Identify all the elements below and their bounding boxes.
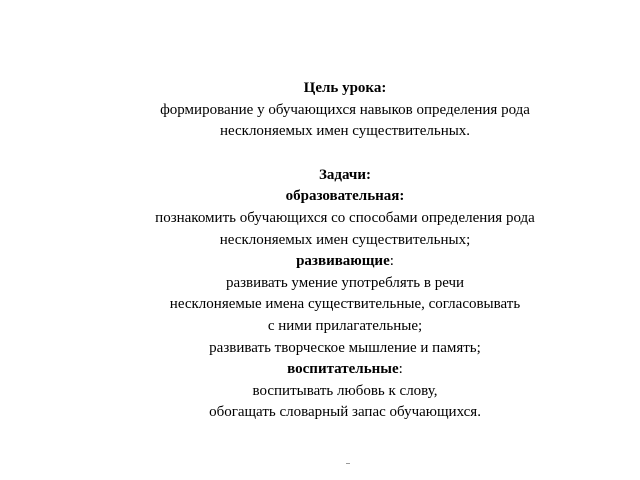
developmental-line-1: развивать умение употреблять в речи xyxy=(225,274,465,291)
upbringing-colon: : xyxy=(398,361,403,378)
goal-heading: Цель урока: xyxy=(303,80,387,96)
developmental-line-3: с ними прилагательные; xyxy=(267,317,423,334)
slide-text-block xyxy=(20,78,640,424)
educational-line-1: познакомить обучающихся со способами определения рода xyxy=(155,209,535,226)
upbringing-line-2: обогащать словарный запас обучающихся. xyxy=(209,404,481,421)
section-spacer xyxy=(20,143,640,165)
upbringing-line-1: воспитывать любовь к слову, xyxy=(252,382,438,399)
upbringing-heading-line xyxy=(20,359,640,381)
developmental-line-2: несклоняемые имена существительные, согласовывать xyxy=(169,296,521,313)
goal-line-2: несклоняемых имен существительных. xyxy=(219,123,471,140)
educational-heading: образовательная: xyxy=(285,188,405,205)
upbringing-heading: воспитательные xyxy=(287,361,399,378)
tasks-heading: Задачи: xyxy=(318,166,371,183)
footer-mark-divider xyxy=(346,463,350,464)
developmental-heading-line xyxy=(20,251,640,273)
educational-line-2: несклоняемых имен существительных; xyxy=(219,231,471,248)
goal-line-1: формирование у обучающихся навыков определения рода xyxy=(160,101,530,118)
developmental-colon: : xyxy=(389,253,394,270)
developmental-line-4: развивать творческое мышление и память; xyxy=(209,339,481,356)
developmental-heading: развивающие xyxy=(296,253,390,270)
